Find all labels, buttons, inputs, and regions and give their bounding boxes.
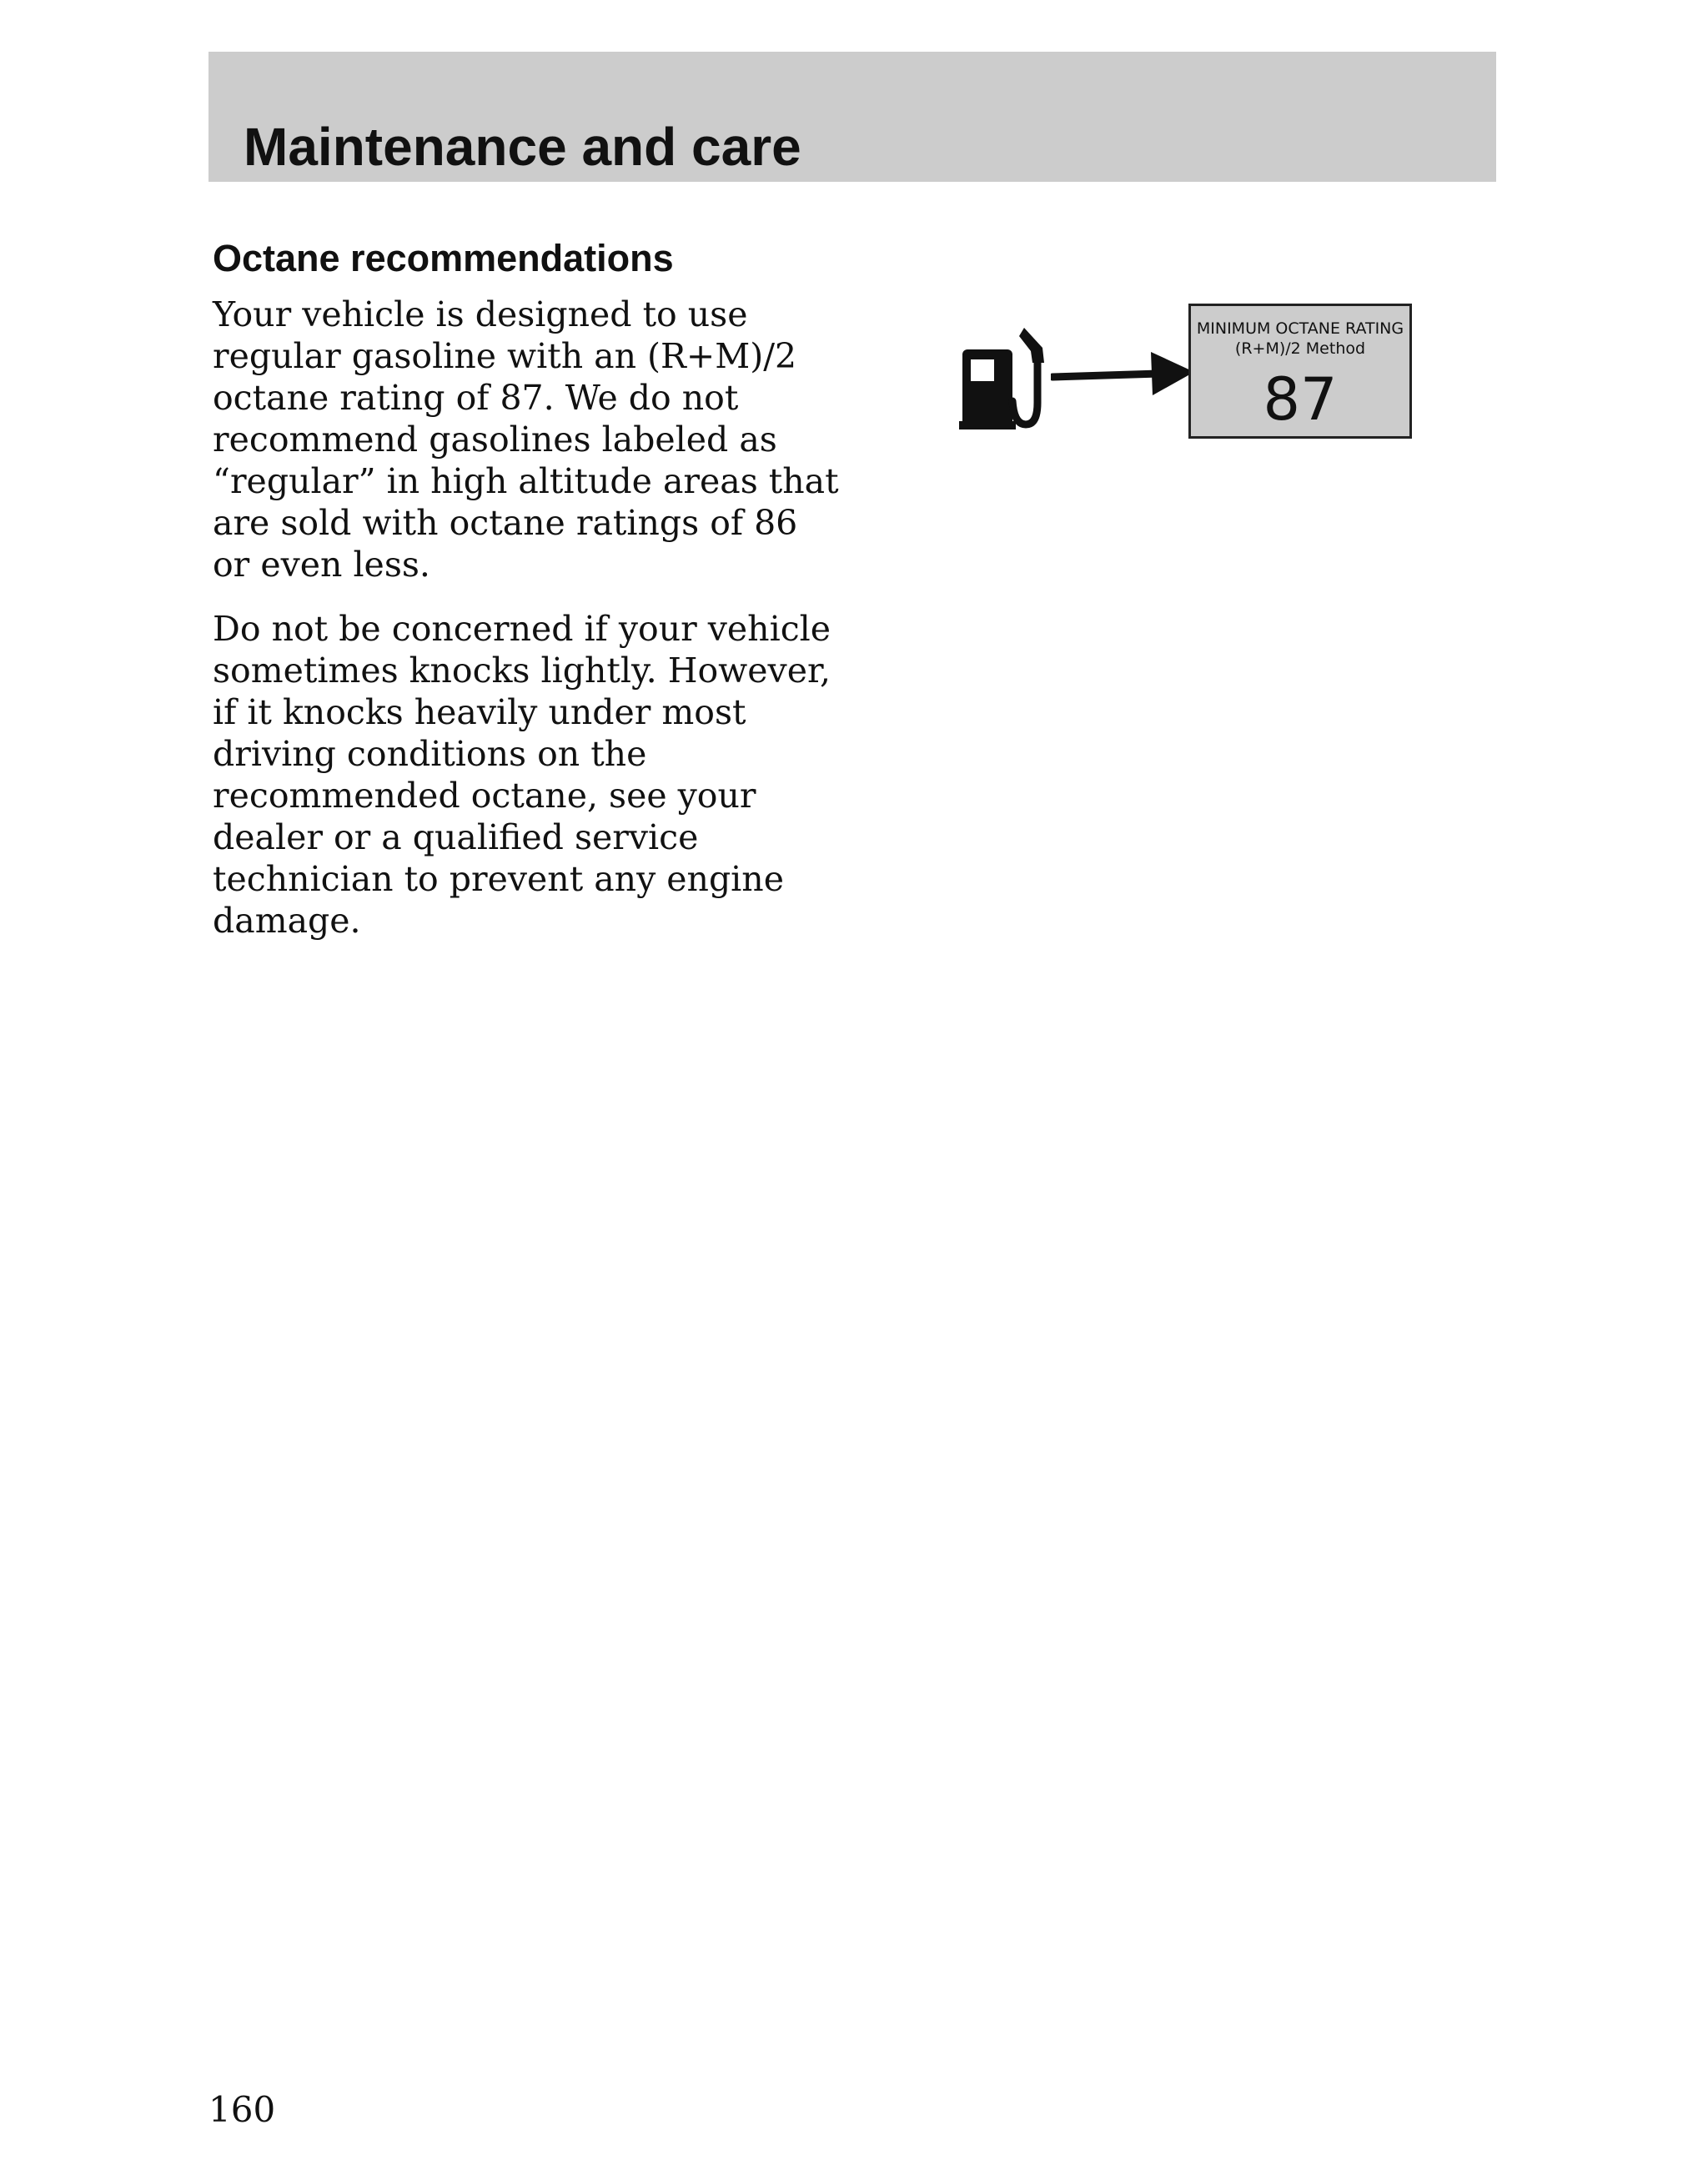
fuel-pump-icon: [959, 323, 1051, 431]
paragraph-engine-knock: Do not be concerned if your vehicle sometimes knocks lightly. However, if it knocks heavily under most driving conditions on the recommended octane, see your dealer or a qualified service technician to prevent any engine damage.: [213, 609, 831, 941]
section-heading: Octane recommendations: [213, 237, 674, 279]
octane-label-value: 87: [1263, 365, 1338, 434]
header-band: [208, 52, 1496, 182]
arrow-icon: [1051, 344, 1201, 402]
page-number: 160: [208, 2089, 276, 2130]
octane-label-title: MINIMUM OCTANE RATING: [1196, 319, 1404, 338]
paragraph-octane-rating: Your vehicle is designed to use regular gasoline with an (R+M)/2 octane rating of 87. We do not recommend gasolines labeled as “regular” in high altitude areas that are sold with octane ratings of 86 or even less.: [213, 294, 839, 585]
octane-figure: [959, 302, 1426, 452]
octane-label-method: (R+M)/2 Method: [1234, 339, 1366, 358]
octane-rating-label: [1188, 304, 1412, 439]
page-title: Maintenance and care: [244, 117, 801, 177]
